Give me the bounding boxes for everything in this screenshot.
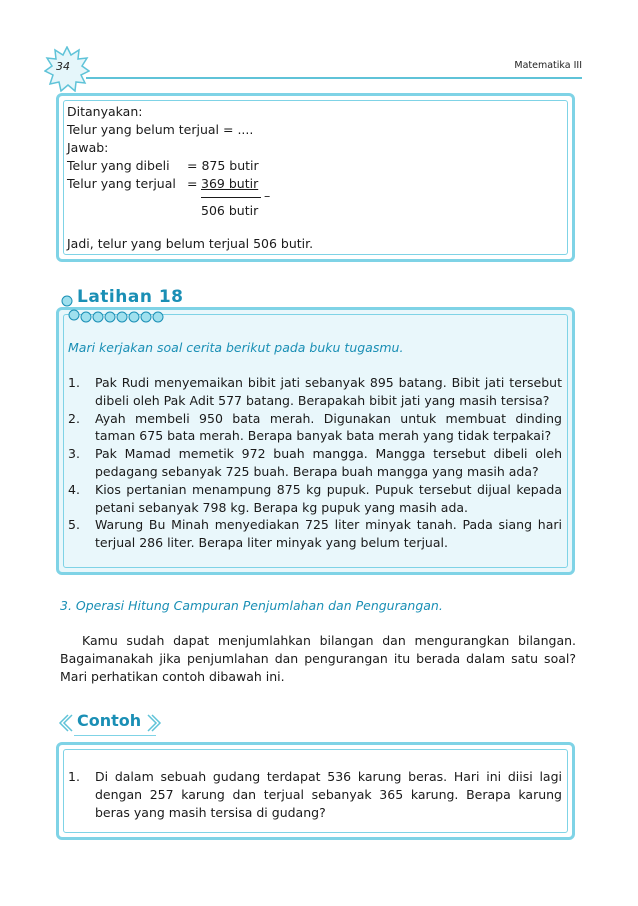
- row2-label: Telur yang terjual: [67, 176, 176, 191]
- row1-label: Telur yang dibeli: [67, 158, 170, 173]
- list-item: 3. Pak Mamad memetik 972 buah mangga. Mangga tersebut dibeli oleh pedagang sebanyak 725 buah. Berapa buah mangga yang masih ada?: [68, 446, 562, 479]
- asked-label: Ditanyakan:: [67, 104, 143, 119]
- list-item: 1. Di dalam sebuah gudang terdapat 536 karung beras. Hari ini diisi lagi dengan 257 karung dan terjual sebanyak 365 karung. Berapa karung beras yang masih tersisa di gudang?: [68, 769, 562, 820]
- conclusion: Jadi, telur yang belum terjual 506 butir.: [67, 236, 314, 251]
- exercise-title: Latihan 18: [77, 287, 184, 307]
- row1-value: = 875 butir: [187, 158, 259, 173]
- example-title: Contoh: [77, 711, 142, 730]
- row2-value: 369 butir: [201, 176, 259, 191]
- result-value: 506 butir: [201, 203, 259, 218]
- list-item: 2. Ayah membeli 950 bata merah. Digunakan untuk membuat dinding taman 675 bata merah. Berapa banyak bata merah yang tidak terpakai?: [68, 410, 562, 444]
- example-list: [68, 768, 562, 822]
- chevron-right-icon: [146, 713, 162, 733]
- example-underline: [74, 735, 156, 736]
- row2-eq: =: [187, 176, 198, 191]
- header-divider: [86, 77, 582, 79]
- exercise-instruction: Mari kerjakan soal cerita berikut pada buku tugasmu.: [68, 340, 404, 355]
- sum-line: [201, 197, 261, 198]
- page-number: 34: [56, 60, 70, 73]
- list-item: 4. Kios pertanian menampung 875 kg pupuk. Pupuk tersebut dijual kepada petani sebanyak 798 kg. Berapa kg pupuk yang masih ada.: [68, 481, 562, 515]
- exercise-list: [68, 374, 562, 552]
- section-paragraph: Kamu sudah dapat menjumlahkan bilangan dan mengurangkan bilangan. Bagaimanakah jika penjumlahan dan pengurangan itu berada dalam satu soal? Mari perhatikan contoh dibawah ini.: [60, 633, 576, 684]
- list-item: 5. Warung Bu Minah menyediakan 725 liter minyak tanah. Pada siang hari terjual 286 liter. Berapa liter minyak yang belum terjual.: [68, 517, 562, 551]
- minus-sign: –: [264, 188, 271, 203]
- answer-label: Jawab:: [67, 140, 109, 155]
- asked-text: Telur yang belum terjual = ....: [67, 122, 254, 137]
- book-title: Matematika III: [514, 60, 582, 71]
- list-item: 1. Pak Rudi menyemaikan bibit jati sebanyak 895 batang. Bibit jati tersebut dibeli oleh Pak Adit 577 batang. Berapakah bibit jati yang masih tersisa?: [68, 375, 562, 408]
- section-title: 3. Operasi Hitung Campuran Penjumlahan dan Pengurangan.: [60, 598, 443, 613]
- chevron-left-icon: [58, 713, 74, 733]
